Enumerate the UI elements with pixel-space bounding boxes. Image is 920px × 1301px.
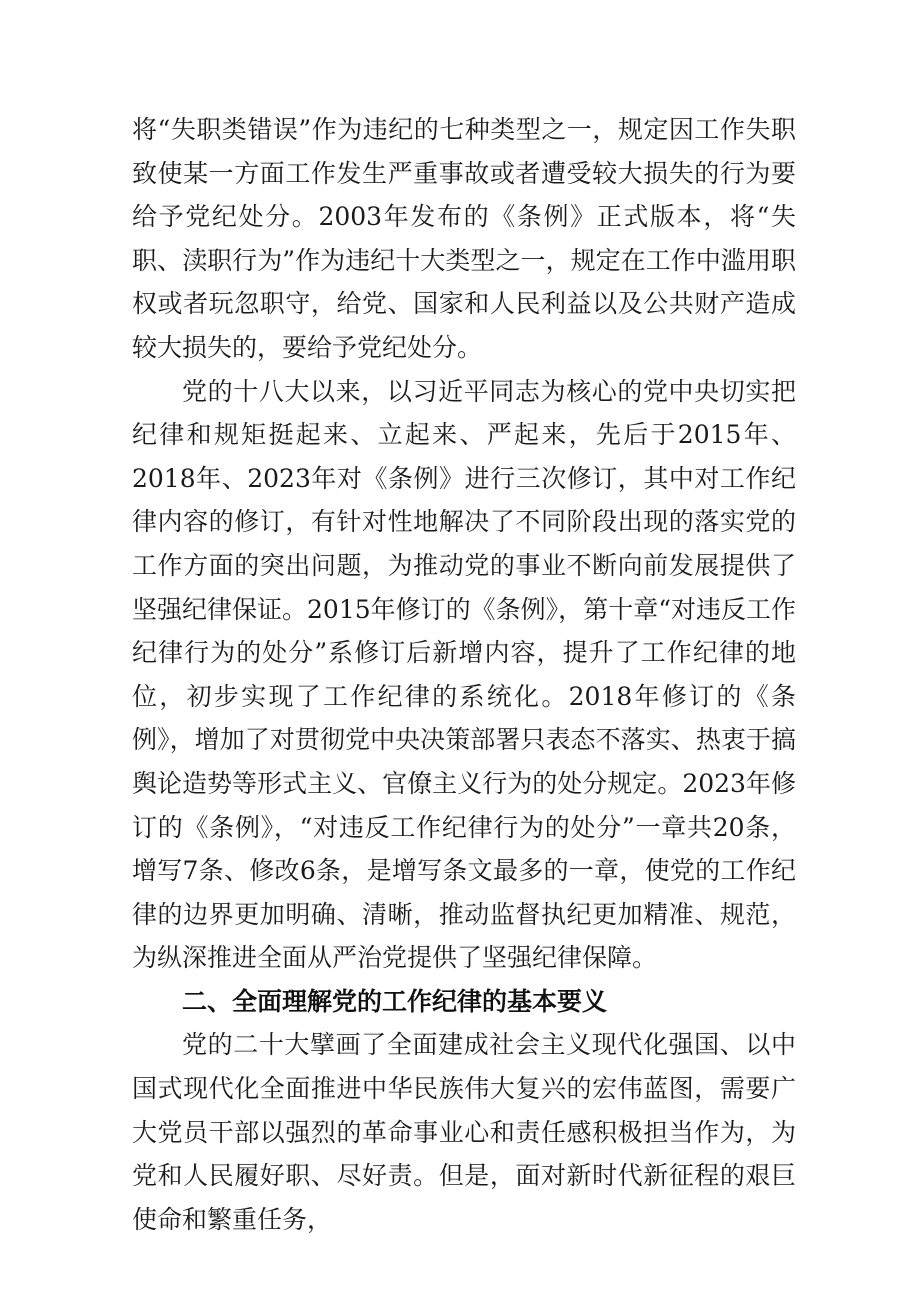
paragraph-revisions-since-18th-congress: 党的十八大以来，以习近平同志为核心的党中央切实把纪律和规矩挺起来、立起来、严起来，先后于2015年、2018年、2023年对《条例》进行三次修订，其中对工作纪律内容的修订，有针对性地解决了不同阶段出现的落实党的工作方面的突出问题，为推动党的事业不断向前发展提供了坚强纪律保证。2015年修订的《条例》，第十章“对违反工作纪律行为的处分”系修订后新增内容，提升了工作纪律的地位，初步实现了工作纪律的系统化。2018年修订的《条例》，增加了对贯彻党中央决策部署只表态不落实、热衷于搞舆论造势等形式主义、官僚主义行为的处分规定。2023年修订的《条例》，“对违反工作纪律行为的处分”一章共20条，增写7条、修改6条，是增写条文最多的一章，使党的工作纪律的边界更加明确、清晰，推动监督执纪更加精准、规范，为纵深推进全面从严治党提供了坚强纪律保障。 [132, 376, 796, 973]
paragraph-failure-types: 将“失职类错误”作为违纪的七种类型之一，规定因工作失职致使某一方面工作发生严重事故或者遭受较大损失的行为要给予党纪处分。2003年发布的《条例》正式版本，将“失职、渎职行为”作为违纪十大类型之一，规定在工作中滥用职权或者玩忽职守，给党、国家和人民利益以及公共财产造成较大损失的，要给予党纪处分。 [132, 115, 796, 362]
section-heading: 二、全面理解党的工作纪律的基本要义 [182, 986, 608, 1016]
paragraph-20th-congress: 党的二十大擘画了全面建成社会主义现代化强国、以中国式现代化全面推进中华民族伟大复兴的宏伟蓝图，需要广大党员干部以强烈的革命事业心和责任感积极担当作为，为党和人民履好职、尽好责。但是，面对新时代新征程的艰巨使命和繁重任务， [132, 1030, 796, 1234]
document-body [132, 108, 796, 1241]
